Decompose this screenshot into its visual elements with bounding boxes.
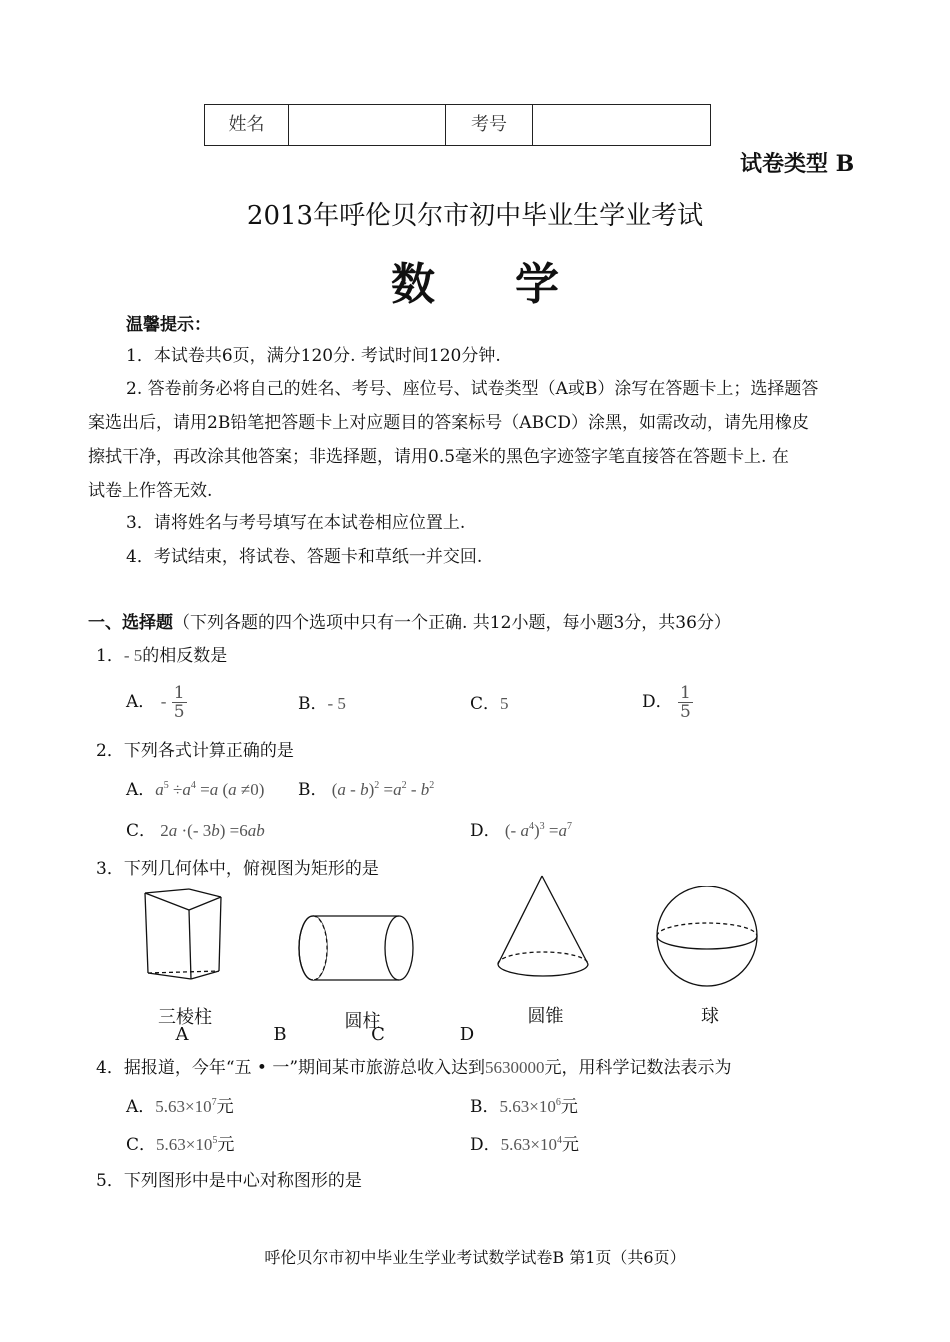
q4-d-coef: 5.63 (500, 1135, 531, 1154)
q4-d-unit: 元 (561, 1135, 579, 1155)
shape-label-cone: 圆锥 (527, 1006, 564, 1027)
q1-c-label: C． (470, 694, 501, 714)
q1-d-denominator: 5 (680, 702, 691, 722)
q1-option-b[interactable] (298, 693, 346, 715)
q4-number: 4． (96, 1058, 124, 1078)
shape-label-cylinder: 圆柱 (344, 1011, 381, 1032)
q5-text: 下列图形中是中心对称图形的是 (123, 1171, 362, 1191)
q2-c-formula: 2a ·(- 3b) =6ab (156, 821, 265, 840)
id-label: 考号 (446, 105, 533, 145)
q2-c-label: C． (126, 821, 157, 841)
q4-c-exp: 5 (212, 1135, 218, 1146)
paper-type: 试卷类型 B (740, 151, 855, 177)
q1-option-c[interactable] (470, 693, 509, 715)
q4-a-exp: 7 (211, 1097, 217, 1108)
q1-d-label: D． (642, 692, 673, 712)
q5-number: 5． (96, 1171, 124, 1191)
exam-title: 2013年呼伦贝尔市初中毕业生学业考试 (246, 201, 704, 231)
q3-number: 3． (96, 859, 124, 879)
q5-stem (96, 1170, 362, 1192)
section-1-note: （下列各题的四个选项中只有一个正确. 共12小题，每小题3分，共36分） (173, 613, 731, 633)
q4-d-exp: 4 (556, 1135, 562, 1146)
q1-a-numerator: 1 (173, 683, 185, 703)
q4-b-unit: 元 (560, 1097, 578, 1117)
notice-item-1: 1．本试卷共6页，满分120分. 考试时间120分钟. (126, 346, 501, 366)
notice-item-2-line-4: 试卷上作答无效. (88, 481, 213, 501)
q3-option-b[interactable]: B (273, 1024, 287, 1045)
q3-stem (96, 858, 379, 880)
name-id-table (204, 104, 711, 146)
q4-a-coef: 5.63 (155, 1097, 186, 1116)
q4-text-a: 据报道，今年“五 • 一”期间某市旅游总收入达到 (123, 1058, 486, 1078)
q4-c-unit: 元 (217, 1135, 235, 1155)
notice-heading: 温馨提示： (126, 315, 211, 335)
q2-stem (96, 740, 294, 762)
q4-option-a[interactable]: A．$5.63\times 10^7$元 (126, 1097, 234, 1117)
q4-b-label: B． (470, 1097, 500, 1117)
q4-option-d[interactable]: D．$5.63\times 10^4$元 (470, 1135, 579, 1155)
section-1-title: 一、选择题 (88, 613, 173, 633)
q1-number: 1． (96, 646, 124, 666)
q1-a-sign: - (160, 692, 167, 711)
q2-b-formula: $(a - b)^2 =a^2 - b^2$ (327, 780, 435, 799)
sphere-figure (652, 886, 764, 990)
q3-text: 下列几何体中，俯视图为矩形的是 (123, 859, 379, 879)
q2-option-d[interactable] (470, 820, 572, 842)
q1-stem (96, 645, 227, 667)
shape-label-sphere: 球 (701, 1006, 719, 1027)
q4-option-c[interactable]: C．$5.63\times 10^5$元 (126, 1135, 235, 1155)
q1-option-a[interactable] (126, 684, 187, 721)
q2-option-c[interactable] (126, 820, 265, 842)
q4-d-label: D． (470, 1135, 501, 1155)
q4-b-coef: 5.63 (499, 1097, 530, 1116)
notice-item-2-line-2: 案选出后，请用2B铅笔把答题卡上对应题目的答案标号（ABCD）涂黑，如需改动，请先用橡皮 (88, 413, 810, 433)
q2-b-label: B． (298, 780, 328, 800)
q1-a-fraction (172, 684, 187, 721)
q3-option-a[interactable]: A (175, 1024, 189, 1045)
q1-c-value: 5 (500, 694, 509, 713)
q4-b-exp: 6 (555, 1097, 561, 1108)
notice-item-2-line-3: 擦拭干净，再改涂其他答案；非选择题，请用0.5毫米的黑色字迹签字笔直接答在答题卡上. 在 (88, 447, 789, 467)
q1-a-denominator: 5 (173, 702, 185, 722)
q4-amount: 5630000 (485, 1058, 545, 1077)
q2-number: 2． (96, 741, 124, 761)
q2-a-label: A． (126, 780, 156, 800)
notice-item-4: 4．考试结束，将试卷、答题卡和草纸一并交回. (126, 547, 483, 567)
notice-item-3: 3．请将姓名与考号填写在本试卷相应位置上. (126, 513, 466, 533)
q2-option-a[interactable] (126, 779, 264, 801)
section-1-heading (88, 612, 731, 634)
name-label: 姓名 (205, 105, 289, 145)
q4-text-b: 元，用科学记数法表示为 (544, 1058, 732, 1078)
q1-d-numerator: 1 (680, 683, 691, 703)
q2-d-formula: (- $a^4)^3 =a^7$ (500, 821, 572, 840)
name-field[interactable] (289, 105, 446, 145)
q2-d-label: D． (470, 821, 501, 841)
subject-title: 数学 (391, 259, 639, 310)
q4-a-unit: 元 (216, 1097, 234, 1117)
shape-label-prism: 三棱柱 (158, 1007, 212, 1028)
triangular-prism-figure (135, 885, 235, 985)
q1-text: 的相反数是 (142, 646, 228, 666)
q1-a-label: A． (126, 692, 156, 712)
q4-c-label: C． (126, 1135, 157, 1155)
q3-option-c[interactable]: C (371, 1024, 385, 1045)
q4-a-label: A． (126, 1097, 156, 1117)
q1-b-value: - 5 (327, 694, 346, 713)
page-footer: 呼伦贝尔市初中毕业生学业考试数学试卷B 第1页（共6页） (264, 1248, 686, 1267)
cone-figure (492, 872, 597, 980)
q2-text: 下列各式计算正确的是 (123, 741, 294, 761)
q4-option-b[interactable]: B．$5.63\times 10^6$元 (470, 1097, 578, 1117)
q2-a-formula: $a^5 \div a^4 =a$ (a ≠0) (155, 780, 265, 799)
notice-item-2-line-1: 2. 答卷前务必将自己的姓名、考号、座位号、试卷类型（A或B）涂写在答题卡上；选择题答 (126, 379, 819, 399)
q1-d-fraction (678, 684, 693, 721)
q4-stem (96, 1057, 732, 1079)
id-field[interactable] (533, 105, 709, 145)
q4-c-coef: 5.63 (156, 1135, 186, 1154)
q3-option-d[interactable]: D (459, 1024, 475, 1045)
q1-option-d[interactable] (642, 684, 693, 721)
q2-option-b[interactable] (298, 779, 434, 801)
q1-b-label: B． (298, 694, 328, 714)
q1-value: - 5 (123, 646, 143, 665)
cylinder-figure (295, 908, 420, 988)
